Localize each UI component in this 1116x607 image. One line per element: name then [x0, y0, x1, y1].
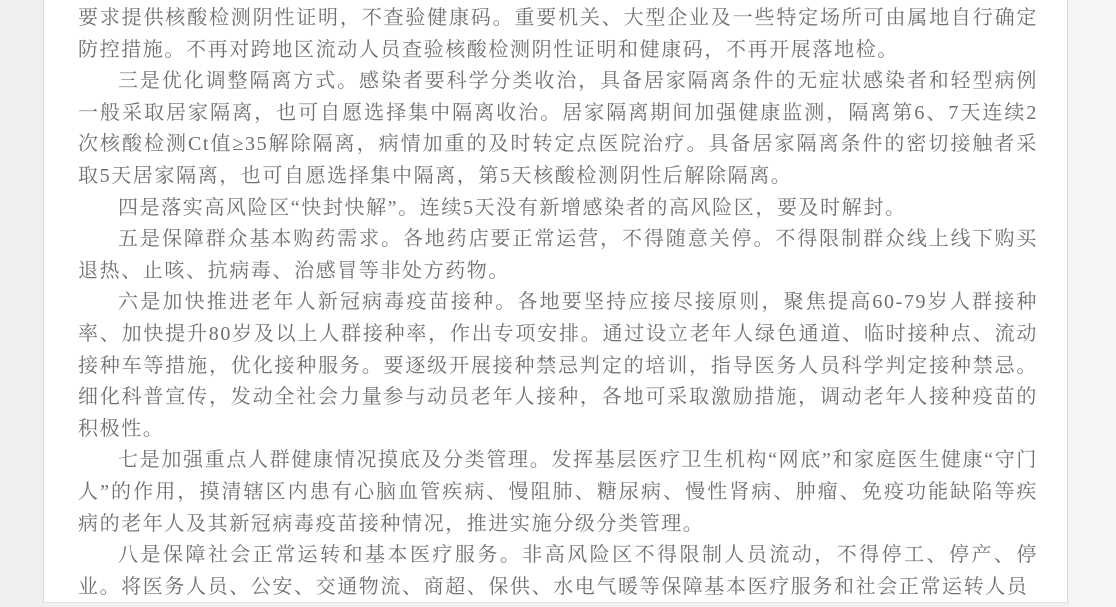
document-paragraph: 要求提供核酸检测阴性证明，不查验健康码。重要机关、大型企业及一些特定场所可由属地自行确定防控措施。不再对跨地区流动人员查验核酸检测阴性证明和健康码，不再开展落地检。 — [78, 7, 1038, 61]
left-gutter — [0, 0, 43, 607]
document-paragraph: 五是保障群众基本购药需求。各地药店要正常运营，不得随意关停。不得限制群众线上线下购买退热、止咳、抗病毒、治感冒等非处方药物。 — [78, 228, 1038, 282]
document-paragraph: 四是落实高风险区“快封快解”。连续5天没有新增感染者的高风险区，要及时解封。 — [118, 196, 907, 219]
document-paragraph: 六是加快推进老年人新冠病毒疫苗接种。各地要坚持应接尽接原则，聚焦提高60-79岁人群接种率、加快提升80岁及以上人群接种率，作出专项安排。通过设立老年人绿色通道、临时接种点、流动接种车等措施，优化接种服务。要逐级开展接种禁忌判定的培训，指导医务人员科学判定接种禁忌。细化科普宣传，发动全社会力量参与动员老年人接种，各地可采取激励措施，调动老年人接种疫苗的积极性。 — [78, 291, 1038, 440]
document-page — [43, 0, 1068, 603]
right-gutter — [1069, 0, 1116, 607]
document-paragraph: 八是保障社会正常运转和基本医疗服务。非高风险区不得限制人员流动，不得停工、停产、停业。将医务人员、公安、交通物流、商超、保供、水电气暖等保障基本医疗服务和社会正常运转人员 — [78, 544, 1038, 598]
document-body — [78, 3, 1038, 603]
document-paragraph: 三是优化调整隔离方式。感染者要科学分类收治，具备居家隔离条件的无症状感染者和轻型病例一般采取居家隔离，也可自愿选择集中隔离收治。居家隔离期间加强健康监测，隔离第6、7天连续2次核酸检测Ct值≥35解除隔离，病情加重的及时转定点医院治疗。具备居家隔离条件的密切接触者采取5天居家隔离，也可自愿选择集中隔离，第5天核酸检测阴性后解除隔离。 — [78, 70, 1038, 187]
document-paragraph: 七是加强重点人群健康情况摸底及分类管理。发挥基层医疗卫生机构“网底”和家庭医生健康“守门人”的作用，摸清辖区内患有心脑血管疾病、慢阻肺、糖尿病、慢性肾病、肿瘤、免疫功能缺陷等疾病的老年人及其新冠病毒疫苗接种情况，推进实施分级分类管理。 — [78, 449, 1038, 535]
